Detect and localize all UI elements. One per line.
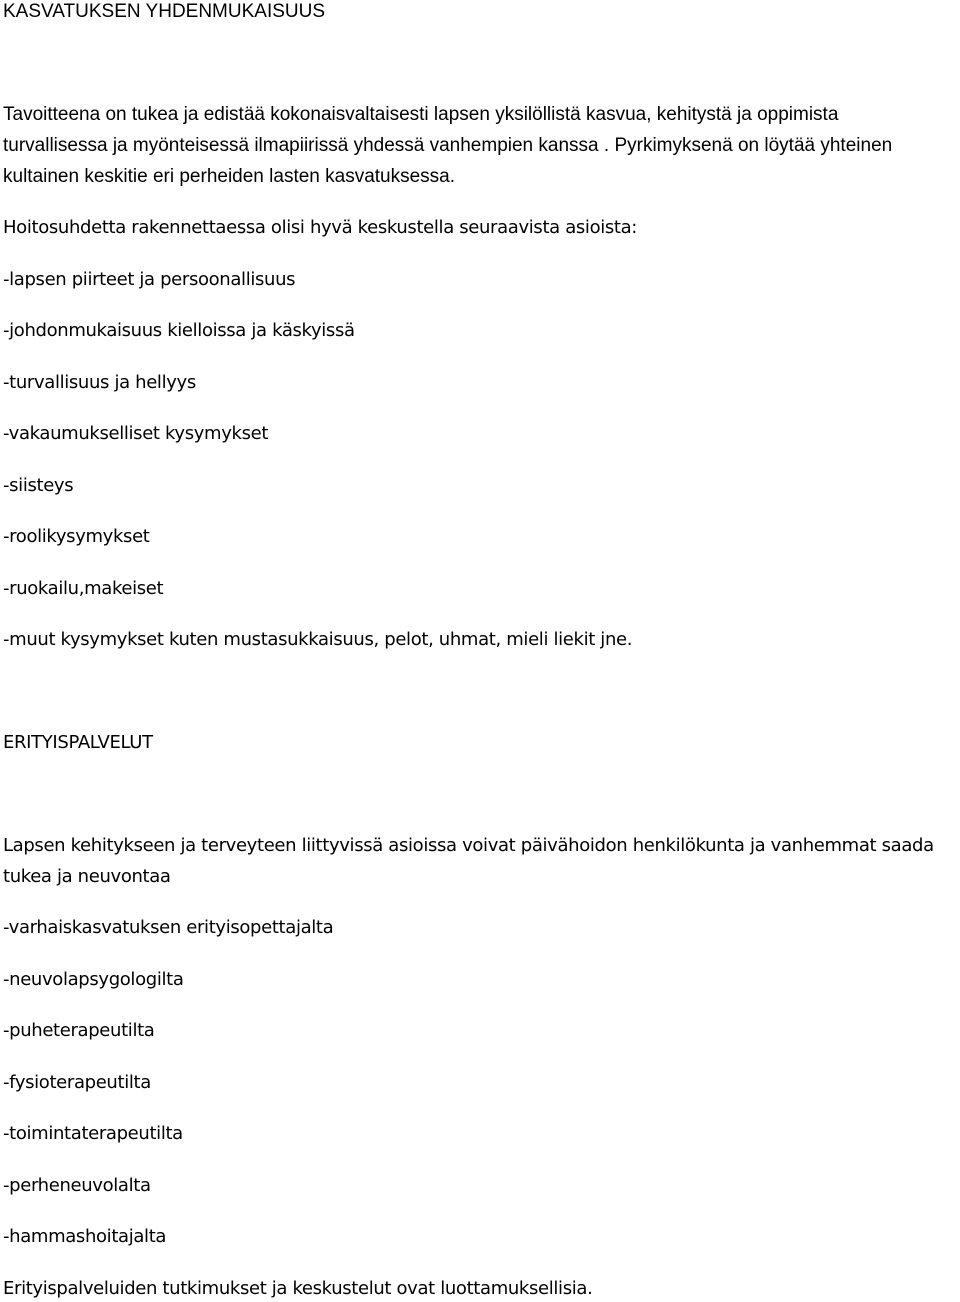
list-item: -vakaumukselliset kysymykset <box>3 423 269 444</box>
list-item: -johdonmukaisuus kielloissa ja käskyissä <box>3 320 355 341</box>
list-item: -turvallisuus ja hellyys <box>3 372 196 393</box>
list-item: -lapsen piirteet ja persoonallisuus <box>3 269 296 290</box>
intro-line-1: Tavoitteena on tukea ja edistää kokonaisvaltaisesti lapsen yksilöllistä kasvua, kehitystä ja oppimista <box>3 104 839 125</box>
list-item: -neuvolapsygologilta <box>3 969 184 990</box>
list-item: -toimintaterapeutilta <box>3 1123 183 1144</box>
list-item: -perheneuvolalta <box>3 1175 151 1196</box>
list-item: -hammashoitajalta <box>3 1226 167 1247</box>
list-item: -ruokailu,makeiset <box>3 578 164 599</box>
list-item: -muut kysymykset kuten mustasukkaisuus, pelot, uhmat, mieli liekit jne. <box>3 629 633 650</box>
confidentiality-note: Erityispalveluiden tutkimukset ja keskustelut ovat luottamuksellisia. <box>3 1278 593 1299</box>
services-intro-line-1: Lapsen kehitykseen ja terveyteen liittyvissä asioissa voivat päivähoidon henkilökunta ja vanhemmat saada <box>3 835 934 856</box>
intro-line-2: turvallisessa ja myönteisessä ilmapiirissä yhdessä vanhempien kanssa . Pyrkimyksenä on löytää yhteinen <box>3 135 893 156</box>
list-item: -roolikysymykset <box>3 526 150 547</box>
list-item: -puheterapeutilta <box>3 1020 155 1041</box>
list-item: -varhaiskasvatuksen erityisopettajalta <box>3 917 334 938</box>
services-intro-line-2: tukea ja neuvontaa <box>3 866 171 887</box>
intro-line-3: kultainen keskitie eri perheiden lasten kasvatuksessa. <box>3 166 456 187</box>
discussion-lead: Hoitosuhdetta rakennettaessa olisi hyvä keskustella seuraavista asioista: <box>3 217 638 238</box>
list-item: -siisteys <box>3 475 74 496</box>
section-heading-erityispalvelut: ERITYISPALVELUT <box>3 732 153 753</box>
list-item: -fysioterapeutilta <box>3 1072 151 1093</box>
section-heading-kasvatus: KASVATUKSEN YHDENMUKAISUUS <box>3 1 326 22</box>
